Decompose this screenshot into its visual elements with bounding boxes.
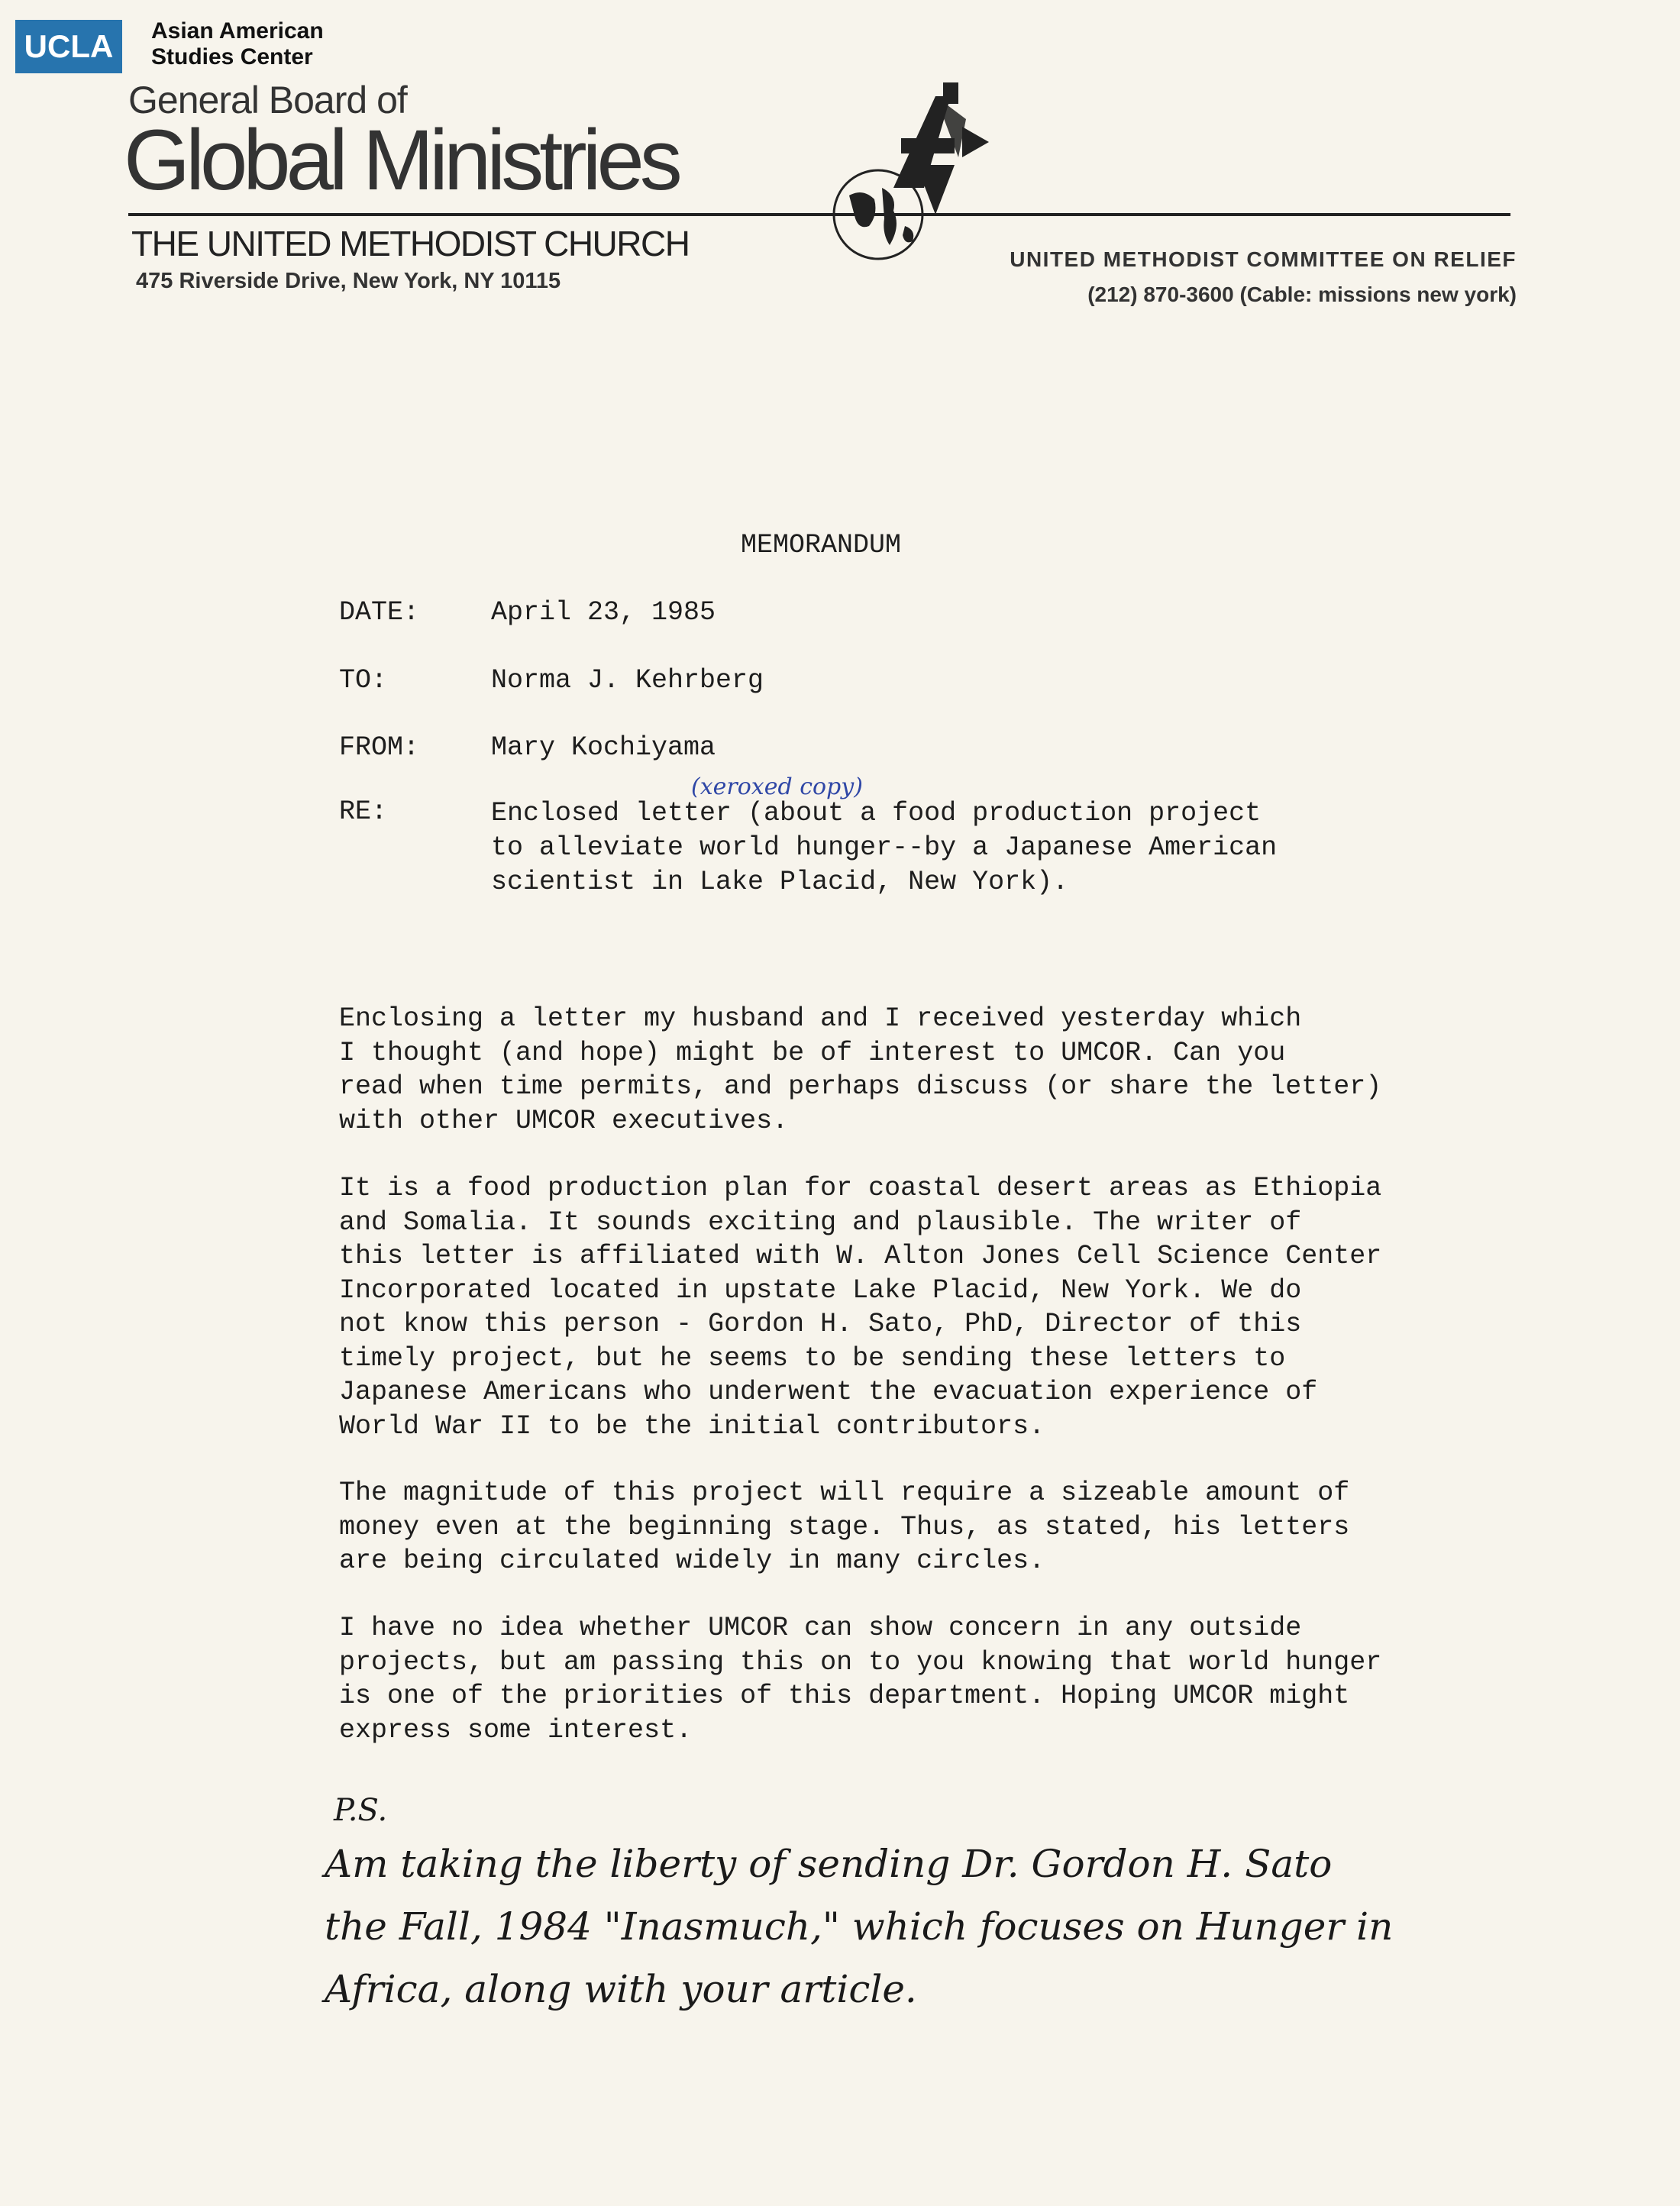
- re-line: scientist in Lake Placid, New York).: [491, 867, 1069, 897]
- body-line: and Somalia. It sounds exciting and plausible. The writer of: [339, 1206, 1302, 1238]
- body-line: read when time permits, and perhaps discuss (or share the letter): [339, 1071, 1382, 1102]
- board-line: General Board of: [128, 79, 407, 121]
- center-name-line1: Asian American: [151, 18, 324, 44]
- body-line: Incorporated located in upstate Lake Placid, New York. We do: [339, 1274, 1302, 1306]
- committee-name: UNITED METHODIST COMMITTEE ON RELIEF: [1010, 247, 1517, 271]
- body-line: projects, but am passing this on to you knowing that world hunger: [339, 1646, 1382, 1678]
- address: 475 Riverside Drive, New York, NY 10115: [136, 269, 561, 293]
- re-annotation: (xeroxed copy): [691, 774, 863, 800]
- to-label: TO:: [339, 665, 388, 696]
- body-line: are being circulated widely in many circles.: [339, 1545, 1045, 1576]
- body-line: I thought (and hope) might be of interest to UMCOR. Can you: [339, 1037, 1286, 1068]
- from-value: Mary Kochiyama: [491, 732, 716, 763]
- paragraph-2: [339, 1171, 1381, 1443]
- body-line: The magnitude of this project will require a sizeable amount of: [339, 1478, 1350, 1508]
- body-line: timely project, but he seems to be sending these letters to: [339, 1342, 1286, 1374]
- re-subject: [491, 796, 1277, 900]
- date-label: DATE:: [339, 597, 420, 628]
- paragraph-4: [339, 1611, 1381, 1747]
- body-line: Japanese Americans who underwent the evacuation experience of: [339, 1377, 1318, 1407]
- body-line: this letter is affiliated with W. Alton Jones Cell Science Center: [339, 1241, 1382, 1271]
- center-name: [151, 18, 324, 70]
- body-line: I have no idea whether UMCOR can show concern in any outside: [339, 1613, 1302, 1643]
- cross-globe-icon: [802, 73, 993, 272]
- ucla-badge: UCLA: [15, 20, 122, 73]
- body-line: not know this person - Gordon H. Sato, PhD, Director of this: [339, 1309, 1302, 1339]
- paragraph-3: [339, 1476, 1349, 1578]
- date-value: April 23, 1985: [491, 597, 716, 628]
- org-name: Global Ministries: [124, 112, 678, 208]
- phone-line: (212) 870-3600 (Cable: missions new york): [1087, 283, 1517, 306]
- body-line: express some interest.: [339, 1714, 693, 1746]
- center-name-line2: Studies Center: [151, 44, 313, 69]
- body-line: is one of the priorities of this department. Hoping UMCOR might: [339, 1681, 1350, 1711]
- to-value: Norma J. Kehrberg: [491, 665, 764, 696]
- body-line: money even at the beginning stage. Thus, as stated, his letters: [339, 1511, 1350, 1542]
- paragraph-1: [339, 1002, 1381, 1138]
- postscript-text: [325, 1833, 1393, 2020]
- postscript-line: Am taking the liberty of sending Dr. Gordon H. Sato: [325, 1842, 1333, 1886]
- re-line: Enclosed letter (about a food production project: [491, 798, 1262, 828]
- postscript-line: Africa, along with your article.: [325, 1967, 917, 2011]
- re-label: RE:: [339, 796, 388, 827]
- body-line: It is a food production plan for coastal desert areas as Ethiopia: [339, 1173, 1382, 1203]
- body-line: with other UMCOR executives.: [339, 1105, 789, 1136]
- postscript-label: P.S.: [334, 1793, 388, 1828]
- memo-title: MEMORANDUM: [741, 530, 902, 560]
- from-label: FROM:: [339, 732, 420, 763]
- re-line: to alleviate world hunger--by a Japanese American: [491, 832, 1278, 863]
- body-line: Enclosing a letter my husband and I received yesterday which: [339, 1003, 1302, 1034]
- church-name: THE UNITED METHODIST CHURCH: [131, 224, 690, 263]
- body-line: World War II to be the initial contributors.: [339, 1410, 1045, 1442]
- postscript-line: the Fall, 1984 "Inasmuch," which focuses on Hunger in: [325, 1904, 1394, 1949]
